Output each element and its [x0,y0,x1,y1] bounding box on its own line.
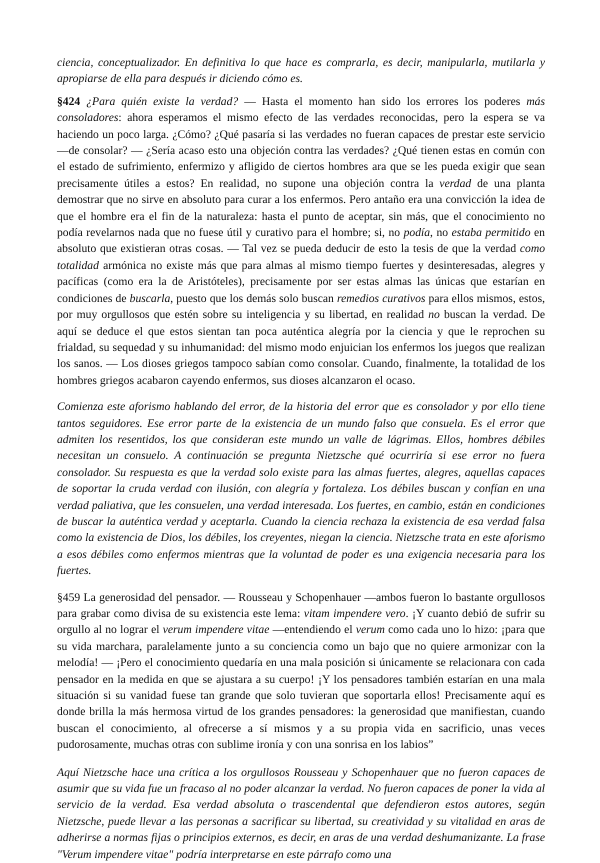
text-run: armónica no existe más que para almas al mismo tiempo fuertes y desinteresadas, alegres y pacíficas (como era la de Aristóteles), precisamente por ser estas almas las únicas que estarían en condiciones de [57,258,545,305]
document-page [57,0,545,863]
commentary-paragraph [57,399,545,579]
latin-word: verum [355,623,385,637]
text-run: : ahora esperamos el mismo efecto de las verdades reconocidas, pero la espera se va haciendo un poco larga. ¿Cómo? ¿Qué pasaría si las verdades no fueran capaces de prestar este servicio —de consolar? — ¿Sería acaso esto una objeción contra las verdades? ¿Qué tienen estas en común con el estado de sufrimiento, enfermizo y afligido de ciertos hombres ara que se les pueda exigir que sean precisamente útiles a estos? En realidad, no supone una objeción contra la [57,111,545,190]
text-run: en absoluto que existieran otras cosas. — Tal vez se pueda deducir de esto la tesis de que la verdad [57,226,545,256]
text-run: Comienza este aforismo hablando del error, de la historia del error que es consolador y por ello tiene tantos seguidores. Ese error parte de la existencia de un mundo falso que consuela. Es el error que admiten los resentidos, los que consideran este mundo un valle de lágrimas. Ellos, hombres débiles necesitan un consuelo. A continuación se pregunta Nietzsche qué ocurriría si ese error no fuera consolador. Su respuesta es que la verdad solo existe para las almas fuertes, alegres, aquellas capaces de soportar la cruda verdad con ilusión, con alegría y fortaleza. Los débiles buscan y confían en una verdad paliativa, que les consuelen, una verdad interesada. Los fuertes, en cambio, están en condiciones de buscar la auténtica verdad y aceptarla. Cuando la ciencia rechaza la existencia de esa verdad falsa como la existencia de Dios, los débiles, los creyentes, niegan la ciencia. Nietzsche trata en este aforismo a esos débiles como enfermos mientras que la voluntad de poder es una exigencia necesaria para los fuertes. [57,400,545,578]
commentary-paragraph [57,765,545,863]
text-run: como cada uno lo hizo: ¡para que su vida marchara, paralelamente junto a su conciencia como un bajo que no quiere armonizar con la melodía! — ¡Pero el conocimiento quedaría en una mala posición si únicamente se relacionara con cada pensador en la medida en que se ajustara a su cuerpo! ¡Y los pensadores también estarían en una mala situación si su vanidad fuese tan grande que solo tuvieran que soportarla ellos! Precisamente aquí es donde brilla la más hermosa virtud de los grandes pensadores: la generosidad que manifiestan, cuando buscan el conocimiento, al ofrecerse a sí mismos y a su propia vida en sacrificio, unas veces pudorosamente, muchas otras con sublime ironía y con una sonrisa en los labios” [57,623,545,752]
emphasis-text: remedios curativos [337,291,426,305]
emphasis-text: buscarla [129,291,171,305]
text-run: . ¡Y cuanto debió de sufrir su orgullo al no lograr el [57,607,546,637]
aphorism-459-paragraph [57,590,545,754]
text-run: Aquí Nietzsche hace una crítica a los orgullosos Rousseau y Schopenhauer que no fueron capaces de asumir que su vida fue un fracaso al no poder alcanzar la verdad. No fueron capaces de poner la vida al servicio de la verdad. Esa verdad absoluta o trascendental que defendieron estos autores, según Nietzsche, puede llevar a las personas a sacrificar su libertad, su creatividad y su vitalidad en aras de adherirse a normas fijas o principios externos, es decir, en aras de una verdad deshumanizante. La frase "Verum impendere vitae" podría interpretarse en este párrafo como una [57,765,545,861]
latin-motto: vitam impendere vero [303,607,406,620]
emphasis-text: no [428,308,440,322]
text-run: §459 La generosidad del pensador. — Rousseau y Schopenhauer —ambos fueron lo bastante orgullosos para grabar como divisa de su existencia este lema: [57,590,545,620]
text-run: buscan la verdad. De aquí se deduce el que estos sientan tan poca auténtica alegría por la ciencia y que le reprochen su frialdad, su sequedad y su inhumanidad: del mismo modo enjuician los enfermos los juegos que realizan los sanos. — Los dioses griegos tampoco sabían como consolar. Cuando, finalmente, la totalidad de los hombres griegos acabaron cayendo enfermos, sus dioses alcanzaron el ocaso. [57,308,545,387]
emphasis-text: más consoladores [57,94,545,125]
latin-phrase: verum impendere vitae [162,623,270,637]
text-run: — Hasta el momento han sido los errores los poderes [238,94,527,108]
text-run: ciencia, conceptualizador. En definitiva lo que hace es comprarla, es decir, manipularla, mutilarla y apropiarse de ella para después ir diciendo cómo es. [57,56,545,86]
commentary-paragraph [57,55,545,88]
aphorism-title: ¿Para quién existe la verdad? [86,94,239,108]
text-run: , no [430,226,452,240]
text-run: de una planta demostrar que no sirve en absoluto para curar a los enfermos. Pero antaño era una convicción la idea de que el hombre era el fin de la naturaleza: hasta el punto de aceptar, sin más, que el conocimiento no podía revelarnos nada que no fuese útil y curativo para el hombre; si, no [57,176,545,240]
text-run: —entendiendo el [269,623,356,637]
emphasis-text: estaba permitido [451,226,531,240]
text-run: para ellos mismos, estos, por muy orgullosos que estén sobre su inteligencia y su libertad, en realidad [57,291,545,322]
aphorism-424-paragraph [57,94,545,389]
emphasis-text: como totalidad [57,242,545,272]
emphasis-text: verdad [439,176,472,190]
text-run: , puesto que los demás solo buscan [170,291,337,305]
emphasis-text: podía [403,226,431,240]
section-number: §424 [57,94,81,108]
